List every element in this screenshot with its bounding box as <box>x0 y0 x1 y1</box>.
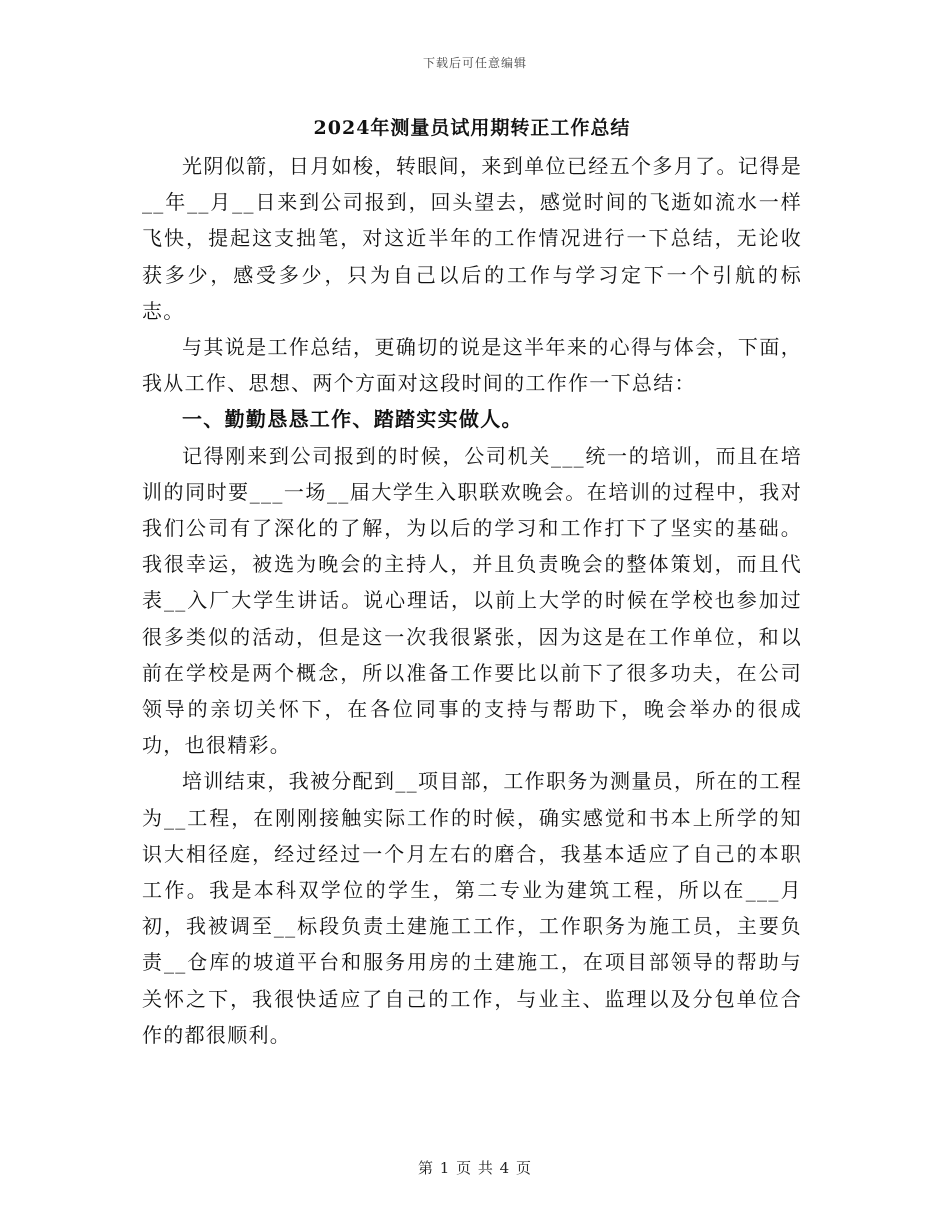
document-body <box>142 114 802 1053</box>
paragraph-training: 记得刚来到公司报到的时候，公司机关___统一的培训，而且在培训的同时要___一场__届大学生入职联欢晚会。在培训的过程中，我对我们公司有了深化的了解，为以后的学习和工作打下了坚实的基础。我很幸运，被选为晚会的主持人，并且负责晚会的整体策划，而且代表__入厂大学生讲话。说心理话，以前上大学的时候在学校也参加过很多类似的活动，但是这一次我很紧张，因为这是在工作单位，和以前在学校是两个概念，所以准备工作要比以前下了很多功夫，在公司领导的亲切关怀下，在各位同事的支持与帮助下，晚会举办的很成功，也很精彩。 <box>142 443 802 758</box>
paragraph-assignment: 培训结束，我被分配到__项目部，工作职务为测量员，所在的工程为__工程，在刚刚接触实际工作的时候，确实感觉和书本上所学的知识大相径庭，经过经过一个月左右的磨合，我基本适应了自己的本职工作。我是本科双学位的学生，第二专业为建筑工程，所以在___月初，我被调至__标段负责土建施工工作，工作职务为施工员，主要负责__仓库的坡道平台和服务用房的土建施工，在项目部领导的帮助与关怀之下，我很快适应了自己的工作，与业主、监理以及分包单位合作的都很顺利。 <box>142 769 802 1047</box>
paragraph-overview: 与其说是工作总结，更确切的说是这半年来的心得与体会，下面，我从工作、思想、两个方面对这段时间的工作作一下总结： <box>142 335 802 396</box>
page-indicator: 第 1 页 共 4 页 <box>418 1159 532 1177</box>
document-title: 2024年测量员试用期转正工作总结 <box>313 117 631 139</box>
paragraph-intro: 光阴似箭，日月如梭，转眼间，来到单位已经五个多月了。记得是__年__月__日来到公司报到，回头望去，感觉时间的飞逝如流水一样飞快，提起这支拙笔，对这近半年的工作情况进行一下总结，无论收获多少，感受多少，只为自己以后的工作与学习定下一个引航的标志。 <box>142 154 802 323</box>
section-heading-1: 一、勤勤恳恳工作、踏踏实实做人。 <box>182 407 523 432</box>
header-note: 下载后可任意编辑 <box>422 56 527 70</box>
